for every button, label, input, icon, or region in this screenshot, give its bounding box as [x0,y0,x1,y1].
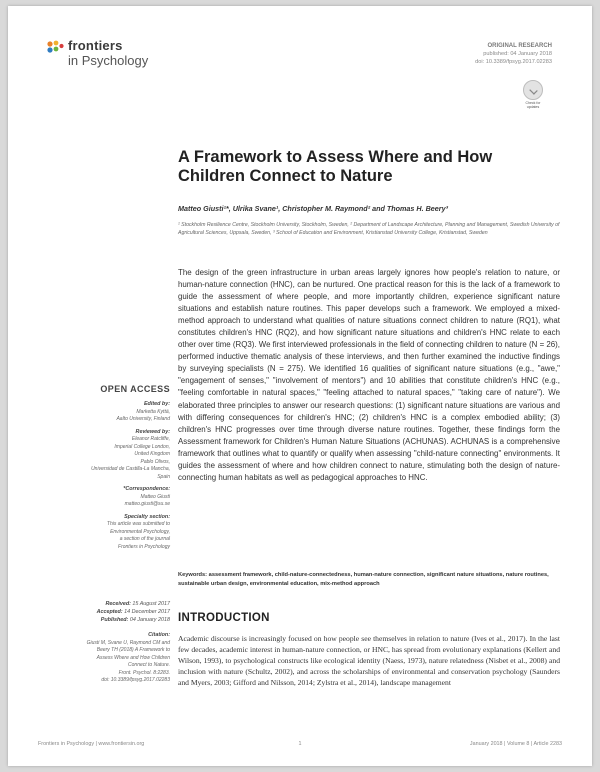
reviewed-by-block [48,429,170,482]
article-dates [48,600,170,624]
article-meta [475,42,552,66]
keywords [178,571,560,588]
specialty-line: This article was submitted to [106,521,170,527]
article-doi[interactable]: doi: 10.3389/fpsyg.2017.02283 [475,59,552,65]
received-date [48,600,170,608]
citation-line: Assess Where and How Children [96,654,170,661]
reviewer-line: Imperial College London, [114,443,170,450]
published-date-sidebar [48,616,170,624]
specialty-line: Frontiers in Psychology [118,543,170,550]
introduction-heading: INTRODUCTION [178,612,270,624]
reviewer-line: Pablo Olivos, [140,458,170,465]
specialty-label: Specialty section: [124,513,170,520]
introduction-text: Academic discourse is increasingly focused on how people see themselves in relation to nature (Ives et al., 2017). In the last few decades, academic interest in human-nature connection, or HNC, has spread from evolutionary explanations (Kellert and Wilson, 1993), to psychological constructs like ecological identity (Naess, 1973), nature relatedness (Nisbet et al., 2008) and inclusion with nature (Schultz, 2002), and across the scholarships of environmental and conservation psychology (Saunders and Myers, 2003; Gifford and Nilsson, 2014; Zylstra et al., 2014), landscape management [178,634,560,687]
author-list: Matteo Giusti¹*, Ulrika Svane¹, Christopher M. Raymond² and Thomas H. Beery³ [178,204,448,213]
correspondence-block [48,486,170,509]
published-label: Published: [100,617,129,623]
published-date: published: 04 January 2018 [483,51,552,57]
frontiers-logo-icon [46,40,68,54]
citation-doi[interactable]: doi: 10.3389/fpsyg.2017.02283 [101,677,170,683]
edited-by-label: Edited by: [143,401,170,407]
accepted-date [48,608,170,616]
correspondence-name: Matteo Giusti [140,493,170,500]
citation-line: Giusti M, Svane U, Raymond CM and [86,639,170,646]
keywords-list: assessment framework, child-nature-connectedness, human-nature connection, significant nature situations, nature routines, sustainable urban design, environmental education, mix-method approach [178,572,549,587]
correspondence-label: *Correspondence: [123,486,170,492]
citation-line: Beery TH (2018) A Framework to [96,647,170,653]
specialty-line: Environmental Psychology, [110,528,170,535]
reviewer-line: Eleanor Ratcliffe, [131,436,170,442]
sidebar-info [48,401,170,556]
check-updates-icon [523,80,543,100]
paper-page [8,6,592,766]
accepted-label: Accepted: [96,609,123,615]
article-type: ORIGINAL RESEARCH [487,43,552,49]
check-for-updates-button[interactable] [522,80,544,109]
keywords-label: Keywords: [178,572,208,578]
footer-issue-info: January 2018 | Volume 8 | Article 2283 [469,741,562,747]
page-number: 1 [298,741,302,747]
check-updates-label: Check for updates [525,101,541,109]
open-access-label: OPEN ACCESS [100,384,170,394]
editor-name: Marketta Kyttä, [136,408,170,415]
journal-name: in Psychology [68,53,149,68]
received-value: 15 August 2017 [132,601,170,607]
reviewer-line: Universidad de Castilla-La Mancha, [91,466,170,472]
reviewer-line: Spain [157,473,170,480]
specialty-block [48,514,170,552]
citation-line: Front. Psychol. 8:2283. [118,669,170,676]
editor-affiliation: Aalto University, Finland [116,416,170,422]
affiliations: ¹ Stockholm Resilience Centre, Stockholm University, Stockholm, Sweden, ² Department of Landscape Architecture, Planning and Management, Swedish University of Agricultural Sciences, Uppsala, Sweden, ³ School of Education and Environment, Kristianstad University College, Kristianstad, Sweden [178,222,560,236]
accepted-value: 14 December 2017 [124,609,170,615]
edited-by-block [48,401,170,424]
citation-label: Citation: [148,632,170,638]
received-label: Received: [105,601,131,607]
citation-block [48,632,170,685]
reviewer-line: United Kingdom [134,451,170,457]
reviewed-by-label: Reviewed by: [135,428,170,435]
journal-brand: frontiers [68,38,123,53]
published-value: 04 January 2018 [129,617,170,623]
citation-line: Connect to Nature. [128,662,170,668]
article-title: A Framework to Assess Where and How Children Connect to Nature [178,148,493,185]
footer-journal-link[interactable]: Frontiers in Psychology | www.frontiersin.org [38,741,145,747]
specialty-line: a section of the journal [119,536,170,542]
correspondence-email[interactable]: matteo.giusti@su.se [124,501,170,507]
abstract: The design of the green infrastructure in urban areas largely ignores how people's relation to nature, or human-nature connection (HNC), can be nurtured. One practical reason for this is the lack of a framework to guide the assessment of where people, and more importantly children, experience significant nature situations and establish nature routines. This paper develops such a framework. We employed a mixed-method approach to understand what qualities of nature situations connect children to nature (RQ1), what constitutes children's HNC (RQ2), and how significant nature situations and children's HNC relate to each other over time (RQ3). We first interviewed professionals in the field of connecting children to nature (N = 26), performed inductive thematic analysis of these interviews, and then further examined the inductive findings by surveying specialists (N = 275). We identified 16 qualities of significant nature situations (e.g., "awe," "engagement of senses," "involvement of mentors") and 10 abilities that constitute children's HNC (e.g., "feeling comfortable in natural spaces," "feeling attached to natural spaces," "taking care of nature"). We elaborated three principles to answer our research questions: (1) significant nature situations are various and with differing consequences for children's HNC; (2) children's HNC is a complex embodied ability; (3) children's HNC progresses over time through diverse nature routines. Together, these findings form the Assessment framework for Children's Human Nature Situations (ACHUNAS). ACHUNAS is a comprehensive framework that outlines what to quantify or qualify when assessing "child-nature connecting" environments. It guides the assessment of where and how children connect to nature, stimulating both the design of nature-connecting human habitats as well as pedagogical approaches to HNC. [178,268,560,482]
